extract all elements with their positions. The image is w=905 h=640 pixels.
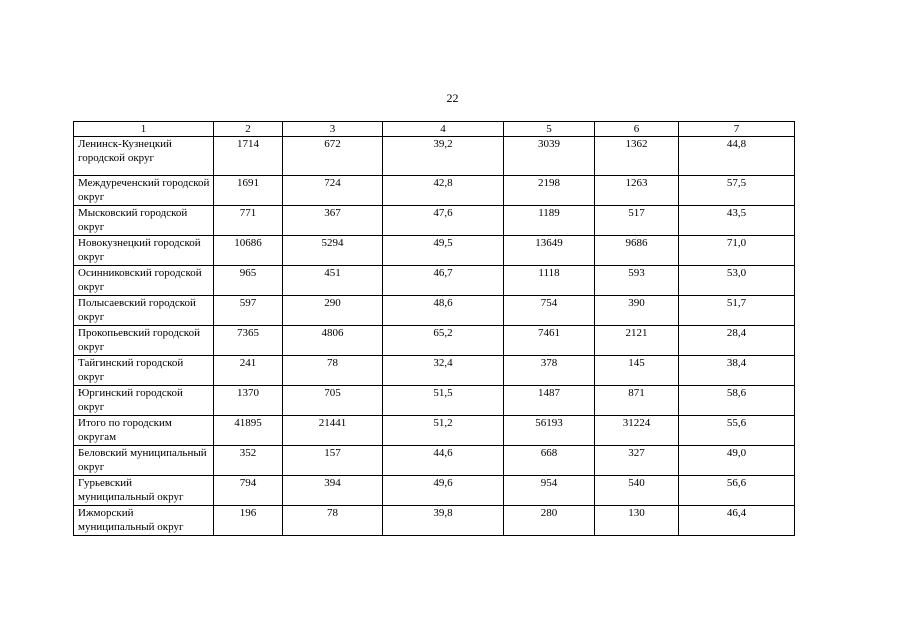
- value-cell-col-3: 705: [283, 386, 383, 416]
- value-cell-col-4: 32,4: [383, 356, 504, 386]
- value-cell-col-6: 871: [595, 386, 679, 416]
- value-cell-col-5: 56193: [504, 416, 595, 446]
- table-row: [74, 356, 795, 386]
- value-cell-col-7: 49,0: [679, 446, 795, 476]
- value-cell-col-6: 31224: [595, 416, 679, 446]
- value-cell-col-3: 367: [283, 206, 383, 236]
- value-cell-col-5: 1487: [504, 386, 595, 416]
- value-cell-col-4: 51,5: [383, 386, 504, 416]
- territory-name-cell: Беловский муниципальный округ: [74, 446, 214, 476]
- value-cell-col-4: 47,6: [383, 206, 504, 236]
- value-cell-col-4: 48,6: [383, 296, 504, 326]
- value-cell-col-7: 57,5: [679, 176, 795, 206]
- value-cell-col-2: 10686: [214, 236, 283, 266]
- value-cell-col-6: 540: [595, 476, 679, 506]
- value-cell-col-2: 241: [214, 356, 283, 386]
- value-cell-col-2: 597: [214, 296, 283, 326]
- value-cell-col-2: 352: [214, 446, 283, 476]
- territory-name-cell: Полысаевский городской округ: [74, 296, 214, 326]
- value-cell-col-3: 5294: [283, 236, 383, 266]
- value-cell-col-6: 593: [595, 266, 679, 296]
- territory-name-cell: Осинниковский городской округ: [74, 266, 214, 296]
- value-cell-col-7: 38,4: [679, 356, 795, 386]
- value-cell-col-3: 394: [283, 476, 383, 506]
- value-cell-col-4: 49,6: [383, 476, 504, 506]
- territory-name-cell: Ижморский муниципальный округ: [74, 506, 214, 536]
- value-cell-col-2: 1691: [214, 176, 283, 206]
- table-row: [74, 236, 795, 266]
- value-cell-col-3: 290: [283, 296, 383, 326]
- value-cell-col-5: 378: [504, 356, 595, 386]
- value-cell-col-7: 71,0: [679, 236, 795, 266]
- value-cell-col-6: 517: [595, 206, 679, 236]
- value-cell-col-7: 55,6: [679, 416, 795, 446]
- column-header: 5: [504, 122, 595, 137]
- value-cell-col-5: 280: [504, 506, 595, 536]
- value-cell-col-2: 771: [214, 206, 283, 236]
- value-cell-col-5: 2198: [504, 176, 595, 206]
- table-row: [74, 296, 795, 326]
- value-cell-col-3: 78: [283, 356, 383, 386]
- value-cell-col-2: 1370: [214, 386, 283, 416]
- value-cell-col-4: 51,2: [383, 416, 504, 446]
- table-row: [74, 206, 795, 236]
- column-header: 3: [283, 122, 383, 137]
- table-row: [74, 476, 795, 506]
- column-header: 6: [595, 122, 679, 137]
- value-cell-col-5: 954: [504, 476, 595, 506]
- page-number: 22: [446, 91, 459, 105]
- value-cell-col-7: 58,6: [679, 386, 795, 416]
- column-header: 7: [679, 122, 795, 137]
- value-cell-col-5: 13649: [504, 236, 595, 266]
- value-cell-col-5: 754: [504, 296, 595, 326]
- table-row: [74, 266, 795, 296]
- value-cell-col-7: 56,6: [679, 476, 795, 506]
- value-cell-col-5: 668: [504, 446, 595, 476]
- value-cell-col-5: 1189: [504, 206, 595, 236]
- value-cell-col-4: 39,8: [383, 506, 504, 536]
- value-cell-col-3: 724: [283, 176, 383, 206]
- value-cell-col-7: 44,8: [679, 137, 795, 176]
- table-row: [74, 137, 795, 176]
- table-row: [74, 386, 795, 416]
- value-cell-col-6: 390: [595, 296, 679, 326]
- value-cell-col-7: 53,0: [679, 266, 795, 296]
- territory-name-cell: Прокопьевский городской округ: [74, 326, 214, 356]
- table-row: [74, 506, 795, 536]
- value-cell-col-6: 130: [595, 506, 679, 536]
- value-cell-col-7: 46,4: [679, 506, 795, 536]
- value-cell-col-2: 1714: [214, 137, 283, 176]
- territory-name-cell: Ленинск-Кузнецкий городской округ: [74, 137, 214, 176]
- value-cell-col-3: 21441: [283, 416, 383, 446]
- territory-name-cell: Тайгинский городской округ: [74, 356, 214, 386]
- value-cell-col-3: 4806: [283, 326, 383, 356]
- table-row: [74, 326, 795, 356]
- table-row: [74, 416, 795, 446]
- value-cell-col-6: 145: [595, 356, 679, 386]
- value-cell-col-3: 672: [283, 137, 383, 176]
- data-table: [73, 121, 795, 536]
- value-cell-col-3: 78: [283, 506, 383, 536]
- value-cell-col-4: 44,6: [383, 446, 504, 476]
- value-cell-col-7: 51,7: [679, 296, 795, 326]
- table-row: [74, 176, 795, 206]
- value-cell-col-3: 451: [283, 266, 383, 296]
- value-cell-col-7: 28,4: [679, 326, 795, 356]
- value-cell-col-2: 965: [214, 266, 283, 296]
- territory-name-cell: Итого по городским округам: [74, 416, 214, 446]
- table-header-row: [74, 122, 795, 137]
- value-cell-col-6: 9686: [595, 236, 679, 266]
- value-cell-col-4: 39,2: [383, 137, 504, 176]
- value-cell-col-3: 157: [283, 446, 383, 476]
- value-cell-col-4: 65,2: [383, 326, 504, 356]
- territory-name-cell: Юргинский городской округ: [74, 386, 214, 416]
- value-cell-col-5: 1118: [504, 266, 595, 296]
- column-header: 4: [383, 122, 504, 137]
- value-cell-col-5: 7461: [504, 326, 595, 356]
- territory-name-cell: Гурьевский муниципальный округ: [74, 476, 214, 506]
- value-cell-col-2: 7365: [214, 326, 283, 356]
- territory-name-cell: Мысковский городской округ: [74, 206, 214, 236]
- value-cell-col-5: 3039: [504, 137, 595, 176]
- value-cell-col-4: 46,7: [383, 266, 504, 296]
- column-header: 2: [214, 122, 283, 137]
- value-cell-col-6: 1362: [595, 137, 679, 176]
- column-header: 1: [74, 122, 214, 137]
- value-cell-col-2: 196: [214, 506, 283, 536]
- territory-name-cell: Междуреченский городской округ: [74, 176, 214, 206]
- value-cell-col-4: 49,5: [383, 236, 504, 266]
- value-cell-col-2: 41895: [214, 416, 283, 446]
- territory-name-cell: Новокузнецкий городской округ: [74, 236, 214, 266]
- value-cell-col-2: 794: [214, 476, 283, 506]
- table-row: [74, 446, 795, 476]
- value-cell-col-6: 1263: [595, 176, 679, 206]
- value-cell-col-4: 42,8: [383, 176, 504, 206]
- value-cell-col-6: 327: [595, 446, 679, 476]
- value-cell-col-6: 2121: [595, 326, 679, 356]
- value-cell-col-7: 43,5: [679, 206, 795, 236]
